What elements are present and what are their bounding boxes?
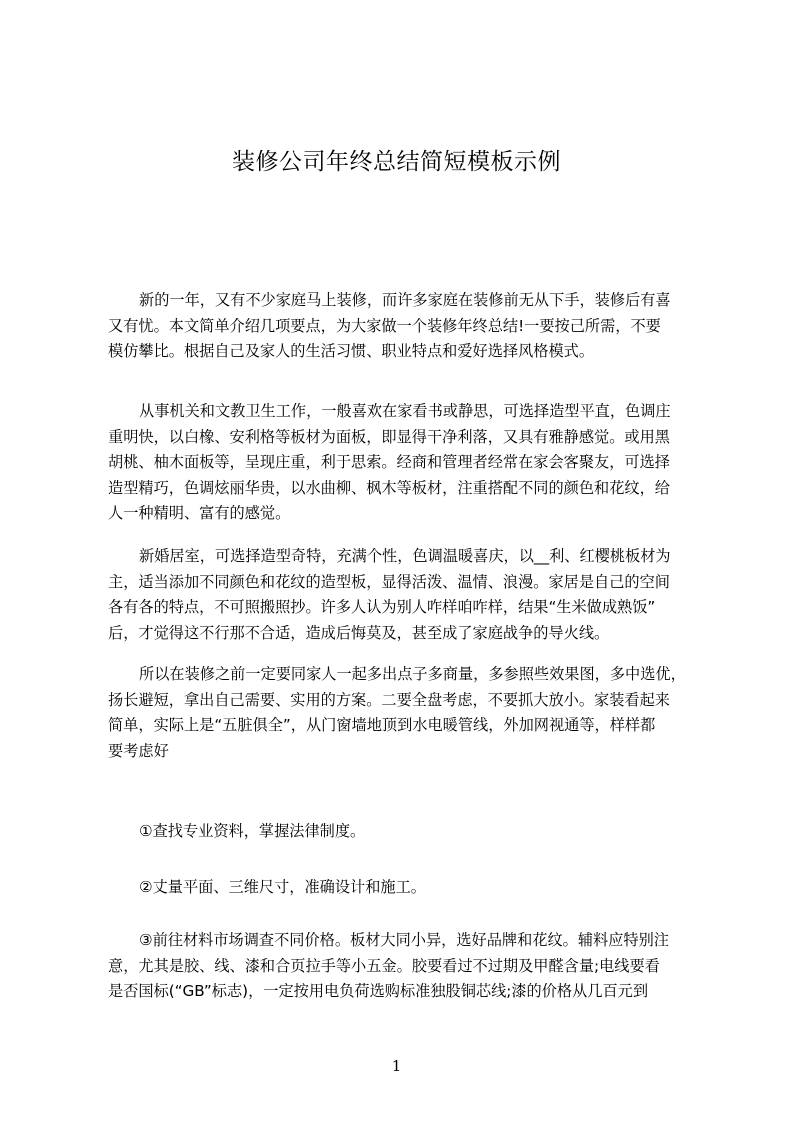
text-line: 胡桃、柚木面板等，呈现庄重，利于思索。经商和管理者经常在家会客聚友，可选择 [108, 453, 670, 471]
text-line: 新的一年，又有不少家庭马上装修，而许多家庭在装修前无从下手，装修后有喜 [139, 291, 671, 309]
text-line: 扬长避短，拿出自己需要、实用的方案。二要全盘考虑，不要抓大放小。家装看起来 [108, 690, 670, 709]
page-title: 装修公司年终总结简短模板示例 [232, 149, 561, 175]
text-line: ③前往材料市场调查不同价格。板材大同小异，选好品牌和花纹。辅料应特别注 [139, 931, 669, 949]
text-line: 新婚居室，可选择造型奇特，充满个性，色调温暖喜庆，以__利、红樱桃板材为 [139, 547, 671, 565]
paragraph-4 [108, 662, 688, 764]
paragraph-1 [108, 288, 688, 365]
text-line: 简单，实际上是“五脏俱全”，从门窗墙地顶到水电暖管线，外加网视通等，样样都 [108, 716, 656, 734]
text-line: 主，适当添加不同颜色和花纹的造型板，显得活泼、温情、浪漫。家居是自己的空间 [108, 572, 670, 591]
text-line: 是否国标(“GB”标志)，一定按用电负荷选购标准独股铜芯线;漆的价格从几百元到 [108, 982, 649, 1000]
list-item-3 [108, 928, 688, 1005]
text-line: 后，才觉得这不行那不合适，造成后悔莫及，甚至成了家庭战争的导火线。 [108, 623, 610, 642]
text-line: 各有各的特点，不可照搬照抄。许多人认为别人咋样咱咋样，结果“生米做成熟饭” [108, 598, 656, 616]
text-line: 重明快，以白橡、安利格等板材为面板，即显得干净利落，又具有雅静感觉。或用黑 [108, 427, 670, 446]
text-line: 造型精巧，色调炫丽华贵，以水曲柳、枫木等板材，注重搭配不同的颜色和花纹，给 [108, 478, 670, 497]
text-line: 又有忧。本文简单介绍几项要点，为大家做一个装修年终总结!一要按己所需，不要 [108, 316, 661, 335]
text-line: 从事机关和文教卫生工作，一般喜欢在家看书或静思，可选择造型平直，色调庄 [139, 402, 671, 420]
text-line: ②丈量平面、三维尺寸，准确设计和施工。 [139, 878, 426, 896]
text-line: ①查找专业资料，掌握法律制度。 [139, 822, 366, 840]
paragraph-2 [108, 399, 688, 527]
text-line: 要考虑好 [108, 741, 169, 760]
text-line: 所以在装修之前一定要同家人一起多出点子多商量，多参照些效果图，多中选优， [139, 665, 686, 683]
page-number: 1 [391, 1057, 402, 1075]
text-line: 意，尤其是胶、线、漆和合页拉手等小五金。胶要看过不过期及甲醛含量;电线要看 [108, 956, 660, 975]
list-item-2 [108, 875, 688, 901]
text-line: 人一种精明、富有的感觉。 [108, 504, 291, 522]
paragraph-3 [108, 544, 688, 646]
list-item-1 [108, 819, 688, 845]
text-line: 模仿攀比。根据自己及家人的生活习惯、职业特点和爱好选择风格模式。 [108, 342, 594, 360]
